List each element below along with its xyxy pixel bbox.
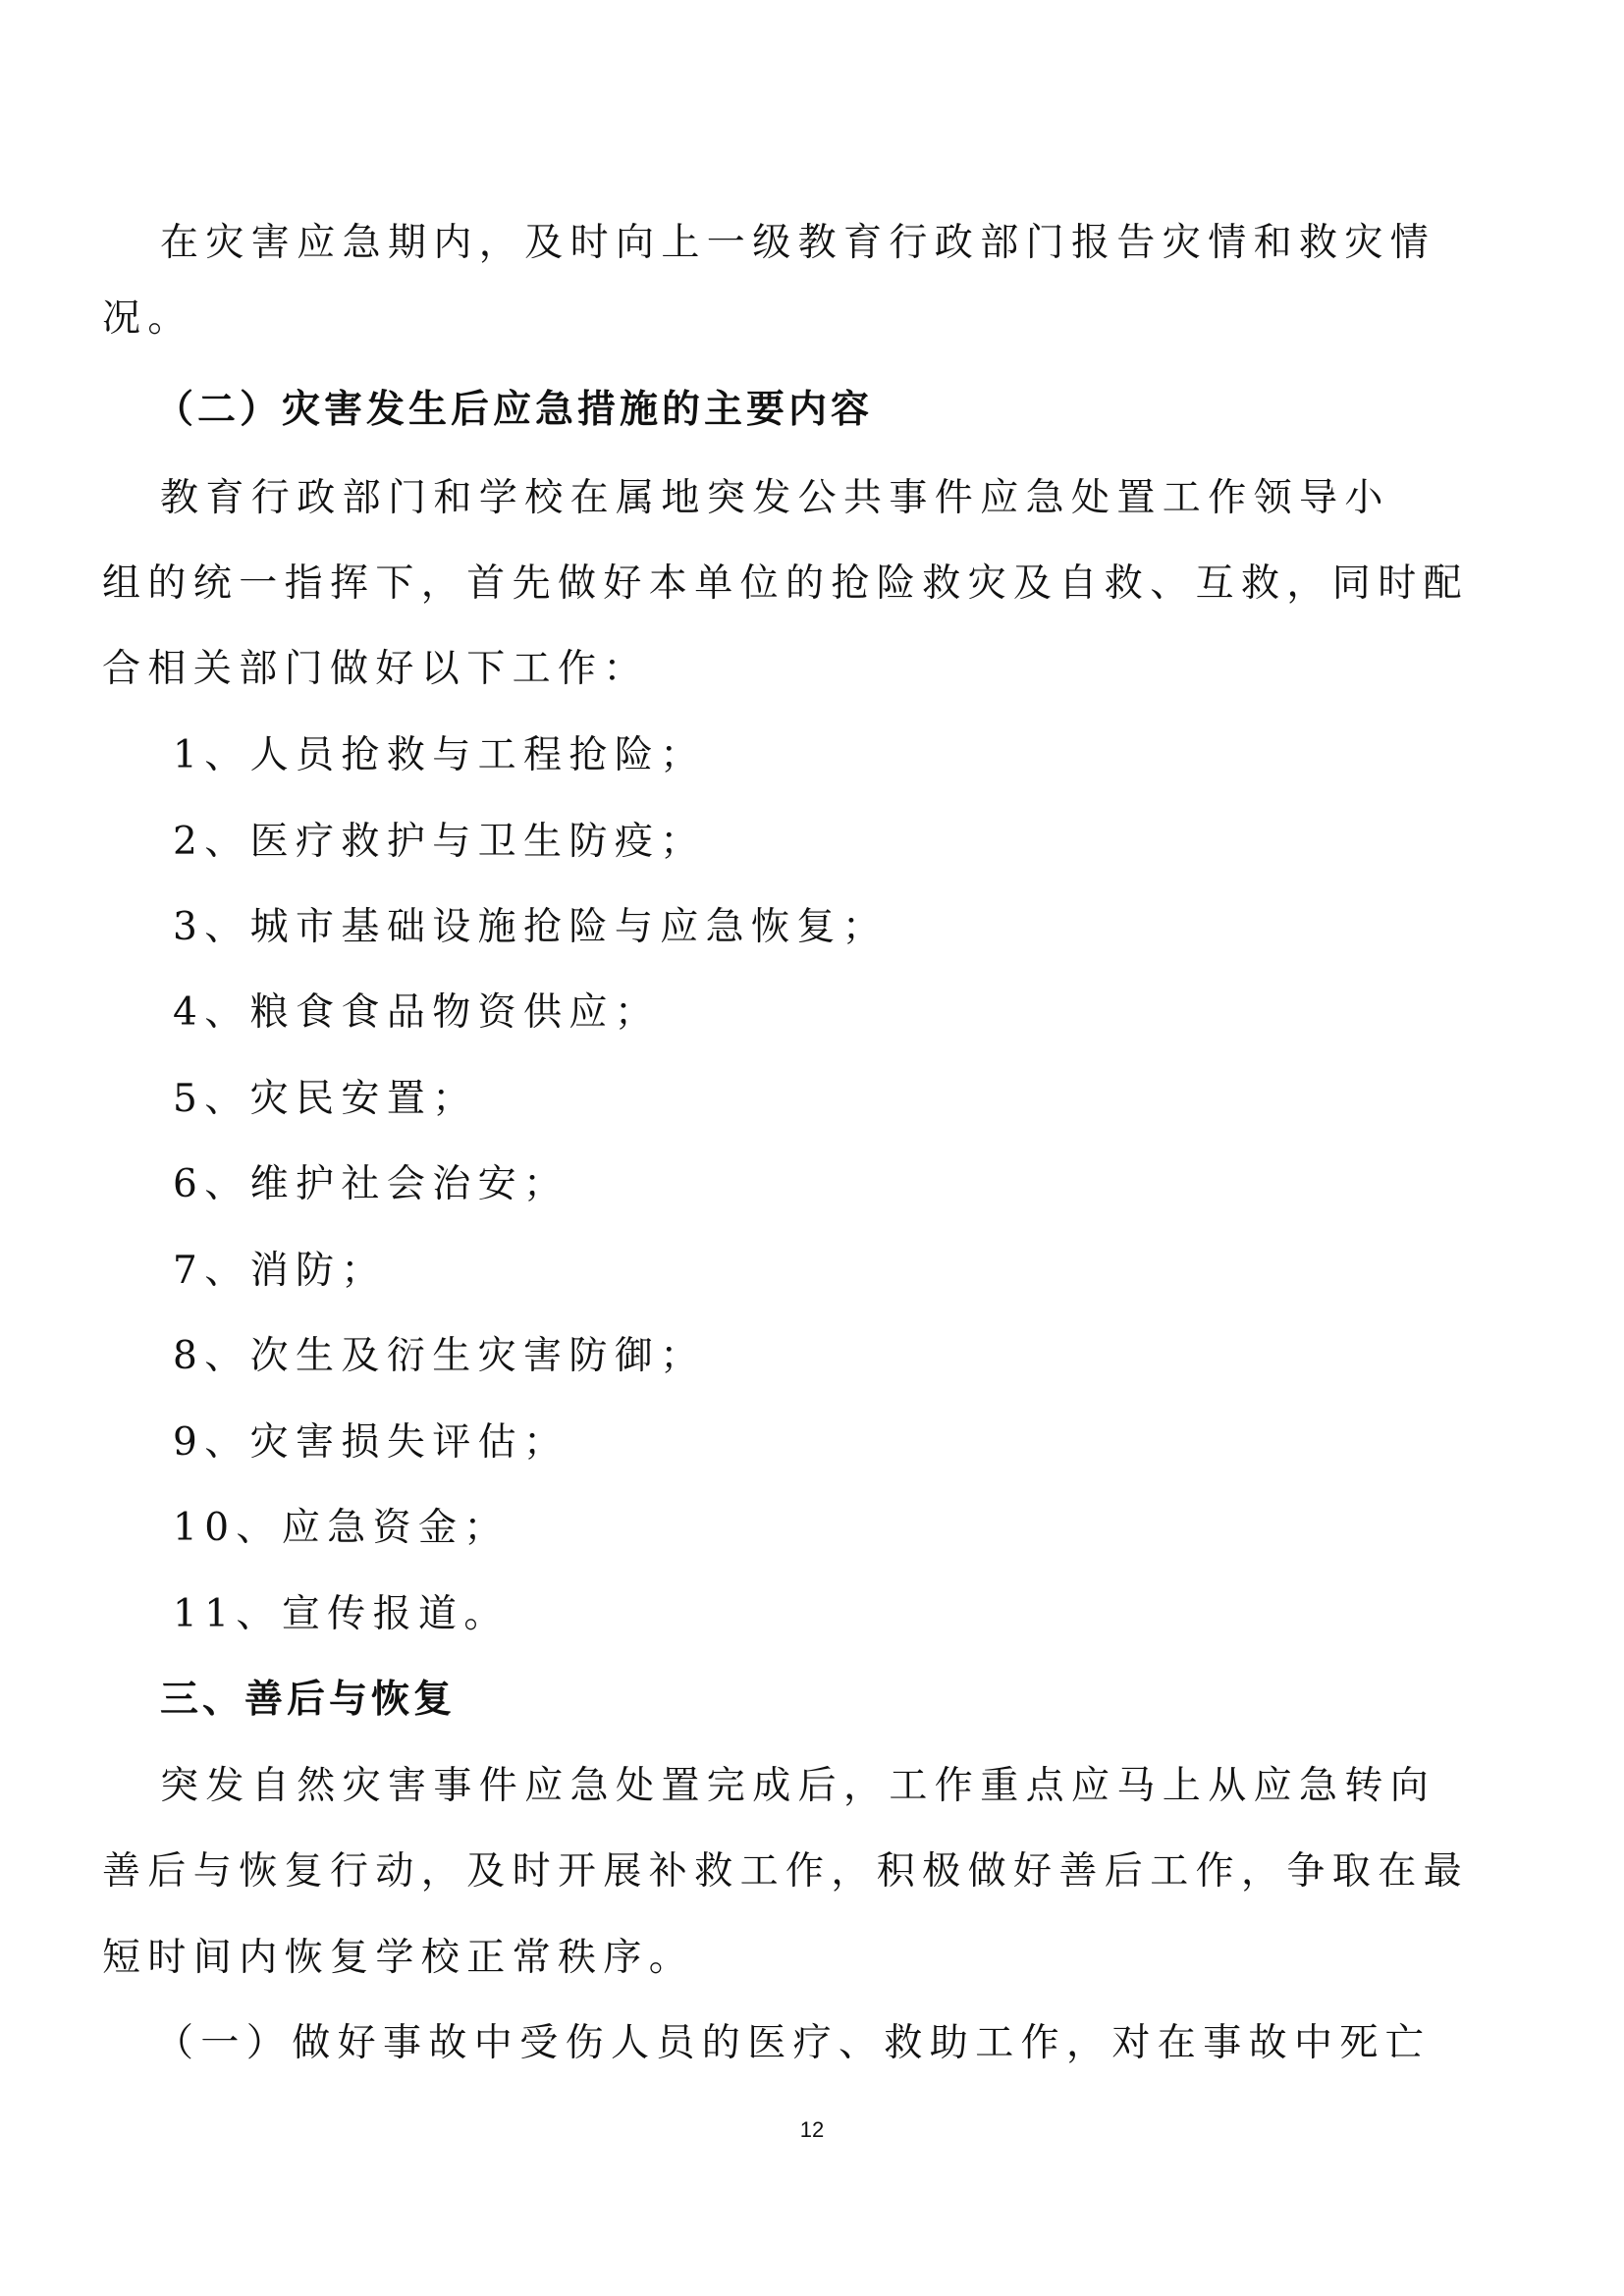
- section-heading: 三、善后与恢复: [160, 1678, 457, 1722]
- paragraph-line: 短时间内恢复学校正常秩序。: [102, 1936, 695, 1980]
- list-item: 2、医疗救护与卫生防疫；: [173, 820, 706, 864]
- paragraph-line: 组的统一指挥下，首先做好本单位的抢险救灾及自救、互救，同时配: [102, 561, 1470, 606]
- paragraph-line: 况。: [102, 296, 193, 341]
- list-item: 3、城市基础设施抢险与应急恢复；: [173, 905, 889, 949]
- list-item: 4、粮食食品物资供应；: [173, 990, 661, 1035]
- section-heading: （二）灾害发生后应急措施的主要内容: [155, 388, 874, 432]
- paragraph-line: （一）做好事故中受伤人员的医疗、救助工作，对在事故中死亡: [155, 2021, 1432, 2065]
- list-item: 5、灾民安置；: [173, 1077, 478, 1121]
- paragraph-line: 善后与恢复行动，及时开展补救工作，积极做好善后工作，争取在最: [102, 1849, 1470, 1894]
- page-number: 12: [799, 2117, 825, 2142]
- list-item: 8、次生及衍生灾害防御；: [173, 1334, 706, 1378]
- list-item: 10、应急资金；: [173, 1506, 510, 1550]
- list-item: 1、人员抢救与工程抢险；: [173, 733, 706, 777]
- list-item: 9、灾害损失评估；: [173, 1420, 569, 1465]
- list-item: 6、维护社会治安；: [173, 1162, 569, 1206]
- paragraph-line: 合相关部门做好以下工作：: [102, 647, 649, 691]
- paragraph-line: 在灾害应急期内，及时向上一级教育行政部门报告灾情和救灾情: [160, 221, 1436, 265]
- paragraph-line: 教育行政部门和学校在属地突发公共事件应急处置工作领导小: [160, 476, 1390, 520]
- list-item: 7、消防；: [173, 1249, 387, 1293]
- paragraph-line: 突发自然灾害事件应急处置完成后，工作重点应马上从应急转向: [160, 1764, 1436, 1808]
- list-item: 11、宣传报道。: [173, 1592, 510, 1636]
